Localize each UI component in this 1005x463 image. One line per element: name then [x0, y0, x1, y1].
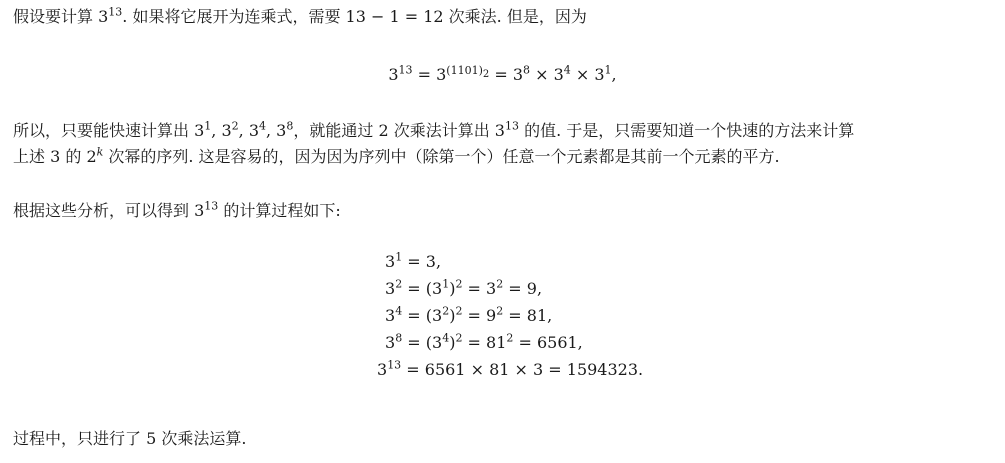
step-term: = 81	[462, 333, 507, 352]
step-term: 3	[385, 306, 396, 325]
step-term: 3	[385, 333, 396, 352]
eq-term: ,	[611, 65, 617, 84]
process-exponent: 13	[204, 199, 219, 213]
step-term: = 3,	[402, 252, 442, 271]
step-2	[377, 275, 648, 302]
step-exponent: 4	[395, 304, 403, 318]
paragraph-conclusion	[13, 428, 246, 450]
eq-term: × 3	[570, 65, 605, 84]
eq-exponent: 1	[604, 63, 612, 77]
step-term: 3	[385, 252, 396, 271]
eq-exponent: 13	[398, 63, 413, 77]
reason-text: 次幂的序列. 这是容易的，因为因为序列中（除第一个）任意一个元素都是其前一个元素的平方.	[103, 147, 780, 166]
step-term: )	[449, 306, 456, 325]
conclusion-text: 过程中，只进行了 5 次乘法运算.	[13, 429, 247, 448]
process-text: 的计算过程如下:	[218, 201, 341, 220]
reason-exponent: 2	[231, 119, 239, 133]
step-exponent: 2	[496, 277, 504, 291]
step-exponent: 2	[455, 331, 463, 345]
step-term: )	[449, 333, 456, 352]
eq-exponent: (1101)	[446, 63, 483, 77]
step-4	[377, 329, 648, 356]
reason-exponent: 4	[259, 119, 266, 133]
eq-exponent: 4	[563, 63, 571, 77]
process-text: 根据这些分析，可以得到 3	[13, 201, 205, 220]
reason-text: 所以，只要能快速计算出 3	[13, 121, 205, 140]
intro-text-prefix: 假设要计算 3	[13, 7, 109, 26]
eq-term: × 3	[530, 65, 564, 84]
step-exponent: 4	[442, 331, 450, 345]
step-exponent: 1	[395, 250, 403, 264]
step-exponent: 2	[496, 304, 504, 318]
paragraph-intro	[13, 6, 587, 28]
step-exponent: 2	[395, 277, 403, 291]
step-term: = 81,	[503, 306, 553, 325]
eq-term: 3	[388, 65, 399, 84]
step-exponent: 2	[506, 331, 514, 345]
eq-binary-exponent	[446, 63, 490, 80]
paragraph-reason-line2	[13, 146, 780, 168]
step-term: 3	[385, 279, 396, 298]
eq-term: = 3	[489, 65, 524, 84]
reason-text: ，就能通过 2 次乘法计算出 3	[293, 121, 505, 140]
reason-text: , 3	[266, 121, 287, 140]
step-term: = 9,	[503, 279, 543, 298]
step-term: = 9	[462, 306, 497, 325]
display-equation	[0, 62, 1005, 88]
reason-exponent: 1	[204, 119, 212, 133]
step-term: = 6561,	[513, 333, 583, 352]
step-term: = (3	[402, 279, 443, 298]
step-exponent: 1	[442, 277, 450, 291]
intro-text-suffix: . 如果将它展开为连乘式，需要 13 − 1 = 12 次乘法. 但是，因为	[122, 7, 587, 26]
reason-text: 上述 3 的 2	[13, 147, 97, 166]
paragraph-process	[13, 200, 341, 222]
eq-term: = 3	[412, 65, 447, 84]
step-exponent: 2	[455, 304, 463, 318]
intro-exponent: 13	[108, 5, 123, 19]
step-1	[377, 248, 648, 275]
step-term: = 6561 × 81 × 3 = 1594323.	[401, 360, 644, 379]
step-exponent: 2	[442, 304, 450, 318]
step-3	[377, 302, 648, 329]
step-term: 3	[377, 360, 388, 379]
reason-exponent: 8	[286, 119, 294, 133]
step-exponent: 8	[395, 331, 403, 345]
step-term: = 3	[462, 279, 497, 298]
step-term: = (3	[402, 333, 443, 352]
step-5	[377, 356, 644, 383]
reason-exponent: k	[96, 145, 104, 159]
reason-text: , 3	[238, 121, 259, 140]
reason-text: , 3	[211, 121, 232, 140]
paragraph-reason-line1	[13, 120, 854, 142]
step-term: )	[449, 279, 456, 298]
reason-text: 的值. 于是，只需要知道一个快速的方法来计算	[518, 121, 855, 140]
calculation-steps	[377, 248, 648, 383]
eq-subscript: 2	[482, 68, 490, 80]
eq-exponent: 8	[523, 63, 531, 77]
step-exponent: 13	[387, 358, 402, 372]
step-term: = (3	[402, 306, 443, 325]
reason-exponent: 13	[504, 119, 519, 133]
step-exponent: 2	[455, 277, 463, 291]
